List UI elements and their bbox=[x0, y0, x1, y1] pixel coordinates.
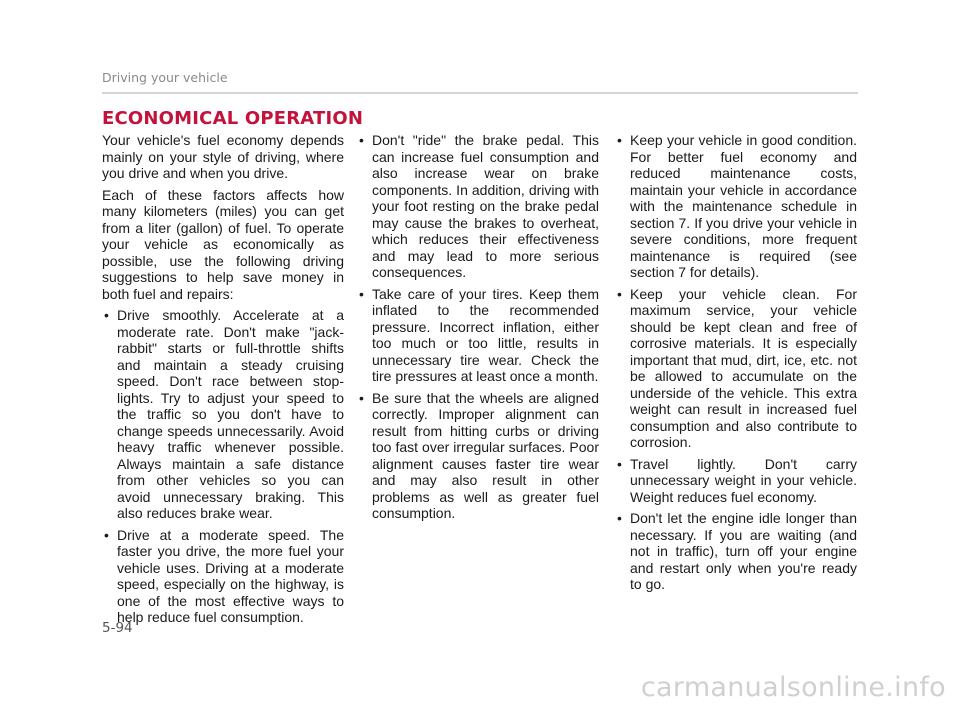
tips-list bbox=[357, 132, 599, 522]
intro-paragraph: Each of these factors affects how many kilometers (miles) you can get from a liter (gallon) of fuel. To operate your vehicle as economically as possible, use the following driving suggestions to help save money in both fuel and repairs: bbox=[102, 186, 344, 302]
list-item-text: Take care of your tires. Keep them inflated to the recommended pressure. Incorrect inflation, either too much or too little, results in unnecessary tire wear. Check the tire pressures at least once a month. bbox=[372, 285, 599, 384]
bullet-icon: • bbox=[104, 307, 109, 323]
list-item bbox=[615, 456, 857, 506]
bullet-icon: • bbox=[617, 510, 622, 526]
column-3 bbox=[615, 132, 857, 598]
bullet-icon: • bbox=[617, 455, 622, 472]
list-item bbox=[615, 132, 857, 281]
column-1 bbox=[102, 132, 344, 631]
bullet-icon: • bbox=[104, 526, 109, 543]
list-item-text: Don't "ride" the brake pedal. This can increase fuel consumption and also increase wear on brake components. In addition, driving with your foot resting on the brake pedal may cause the brakes to overheat, which reduces their effectiveness and may lead to more serious consequences. bbox=[372, 132, 599, 280]
page-number: 5-94 bbox=[102, 620, 133, 636]
list-item-text: Keep your vehicle clean. For maximum service, your vehicle should be kept clean and free of corrosive materials. It is especially important that mud, dirt, ice, etc. not be allowed to accumulate on the underside of the vehicle. This extra weight can result in increased fuel consumption and also contribute to corrosion. bbox=[630, 285, 857, 450]
list-item-text: Drive at a moderate speed. The faster you drive, the more fuel your vehicle uses. Driving at a moderate speed, especially on the highway, is one of the most effective ways to help reduce fuel consumption. bbox=[117, 526, 344, 625]
page-title: ECONOMICAL OPERATION bbox=[102, 108, 364, 129]
list-item-text: Don't let the engine idle longer than necessary. If you are waiting (and not in traffic), turn off your engine and restart only when you're ready to go. bbox=[630, 510, 857, 592]
bullet-icon: • bbox=[359, 132, 364, 148]
list-item bbox=[615, 286, 857, 451]
list-item-text: Keep your vehicle in good condition. For better fuel economy and reduced maintenance costs, maintain your vehicle in accordance with the maintenance schedule in section 7. If you drive your vehicle in severe conditions, more frequent maintenance is required (see section 7 for details). bbox=[630, 132, 857, 280]
list-item bbox=[357, 286, 599, 385]
section-header: Driving your vehicle bbox=[102, 70, 228, 85]
header-divider bbox=[102, 92, 858, 94]
list-item bbox=[102, 307, 344, 522]
list-item bbox=[615, 510, 857, 593]
list-item bbox=[102, 527, 344, 626]
watermark-link[interactable]: carmanualsonline.info bbox=[640, 672, 946, 703]
column-2 bbox=[357, 132, 599, 527]
list-item-text: Drive smoothly. Accelerate at a moderate rate. Don't make "jack-rabbit" starts or full-throttle shifts and maintain a steady cruising speed. Don't race between stop-lights. Try to adjust your speed to the traffic so you don't have to change speeds unnecessarily. Avoid heavy traffic whenever possible. Always maintain a safe distance from other vehicles so you can avoid unnecessary braking. This also reduces brake wear. bbox=[117, 307, 344, 521]
list-item bbox=[357, 390, 599, 522]
bullet-icon: • bbox=[359, 285, 364, 302]
tips-list bbox=[615, 132, 857, 593]
list-item-text: Be sure that the wheels are aligned correctly. Improper alignment can result from hitting curbs or driving too fast over irregular surfaces. Poor alignment causes faster tire wear and may also result in other problems as well as greater fuel consumption. bbox=[372, 389, 599, 521]
intro-paragraph: Your vehicle's fuel economy depends mainly on your style of driving, where you drive and when you drive. bbox=[102, 132, 344, 181]
bullet-icon: • bbox=[617, 132, 622, 148]
bullet-icon: • bbox=[359, 389, 364, 406]
tips-list bbox=[102, 307, 344, 626]
bullet-icon: • bbox=[617, 285, 622, 302]
list-item bbox=[357, 132, 599, 281]
list-item-text: Travel lightly. Don't carry unnecessary weight in your vehicle. Weight reduces fuel economy. bbox=[630, 455, 857, 505]
